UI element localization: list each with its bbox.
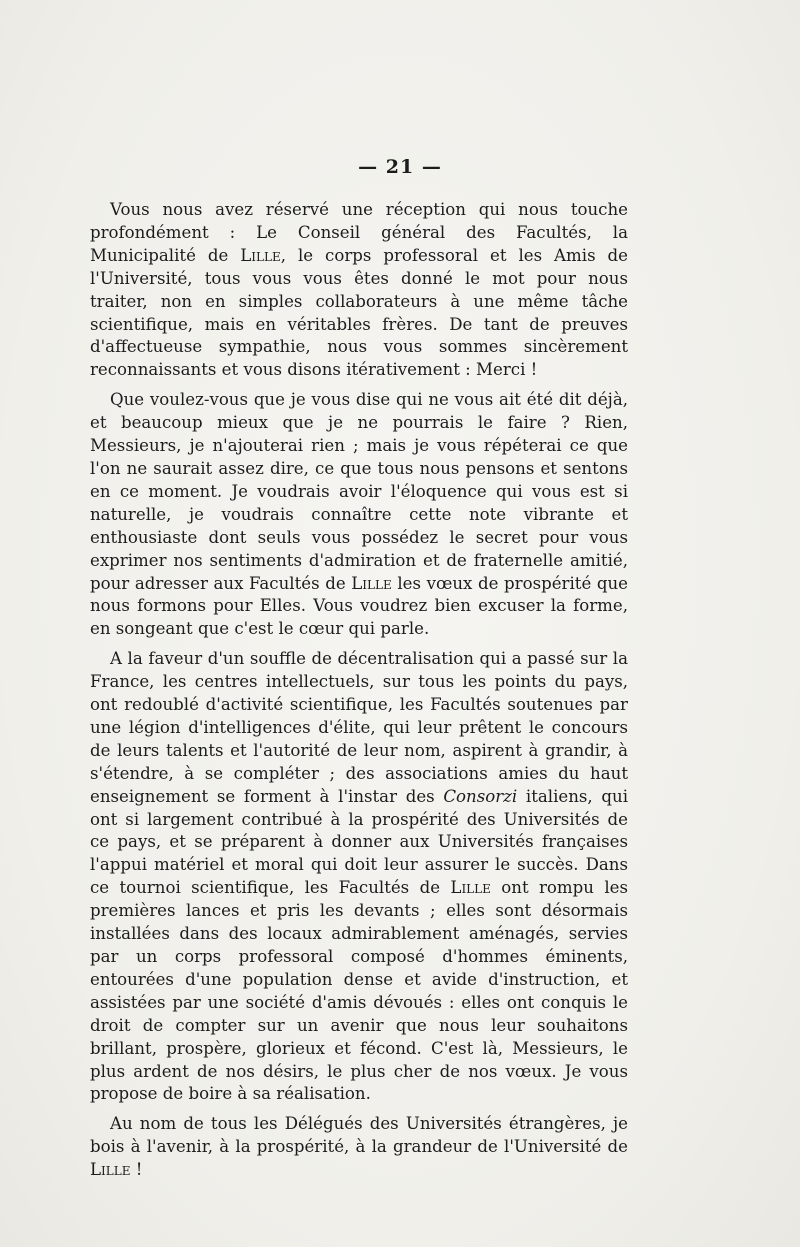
paragraph [90, 389, 628, 641]
body-text [90, 199, 628, 1189]
paragraph [90, 199, 628, 382]
city-name: Lille [351, 573, 392, 593]
text-run: A la faveur d'un souffle de décentralisation qui a passé sur la France, les centres intellectuels, sur tous les points du pays, ont redoublé d'activité scientifique, les Facultés soutenues par une légion d'intelligences d'élite, qui leur prêtent le concours de leurs talents et l'autorité de leur nom, aspirent à grandir, à s'étendre, à se compléter ; des associations amies du haut enseignement se forment à l'instar des [90, 649, 628, 806]
city-name: Lille [90, 1160, 131, 1180]
paragraph [90, 648, 628, 1106]
text-run: italiens, qui ont si largement contribué à la prospérité des Universités de ce pays, et se préparent à donner aux Universités françaises l'appui matériel et moral qui doit leur assurer le succès. Dans ce tournoi scientifique, les Facultés de [90, 786, 629, 898]
paragraph [90, 1113, 628, 1182]
text-run: , le corps professoral et les Amis de l'Université, tous vous vous êtes donné le mot pour nous traiter, non en simples collaborateurs à une même tâche scientifique, mais en véritables frères. De tant de preuves d'affectueuse sympathie, nous vous sommes sincèrement reconnaissants et vous disons itérativement : Merci ! [90, 245, 628, 380]
text-run: Au nom de tous les Délégués des Universités étrangères, je bois à l'avenir, à la prospérité, à la grandeur de l'Université de [90, 1114, 628, 1157]
text-run: Vous nous avez réservé une réception qui nous touche profondément : Le Conseil général des Facultés, la Municipalité de [90, 200, 628, 265]
page-number: — 21 — [358, 156, 442, 178]
text-run: les vœux de prospérité que nous formons pour Elles. Vous voudrez bien excuser la forme, en songeant que c'est le cœur qui parle. [90, 573, 628, 639]
italic-term: Consorzi [443, 786, 518, 806]
text-run: ! [130, 1160, 143, 1180]
city-name: Lille [450, 878, 491, 898]
city-name: Lille [240, 245, 281, 265]
text-run: Que voulez-vous que je vous dise qui ne vous ait été dit déjà, et beaucoup mieux que je ne pourrais le faire ? Rien, Messieurs, je n'ajouterai rien ; mais je vous répéterai ce que l'on ne saurait assez dire, ce que tous nous pensons et sentons en ce moment. Je voudrais avoir l'éloquence qui vous est si naturelle, je voudrais connaître cette note vibrante et enthousiaste dont seuls vous possédez le secret pour vous exprimer nos sentiments d'admiration et de fraternelle amitié, pour adresser aux Facultés de [90, 390, 628, 593]
text-run: ont rompu les premières lances et pris les devants ; elles sont désormais installées dans des locaux admirablement aménagés, servies par un corps professoral composé d'hommes éminents, entourées d'une population dense et avide d'instruction, et assistées par une société d'amis dévoués : elles ont conquis le droit de compter sur un avenir que nous leur souhaitons brillant, prospère, glorieux et fécond. C'est là, Messieurs, le plus ardent de nos désirs, le plus cher de nos vœux. Je vous propose de boire à sa réalisation. [90, 878, 628, 1104]
